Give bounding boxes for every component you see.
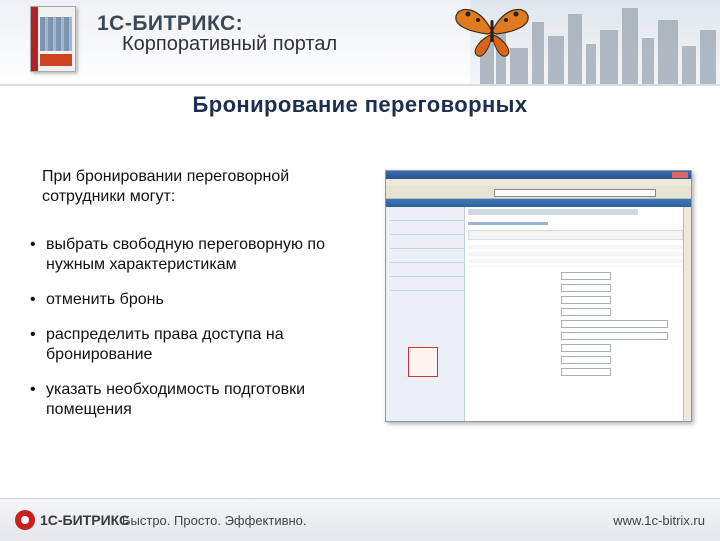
list-item: • указать необходимость подготовки помещения bbox=[30, 380, 380, 420]
intro-text: При бронировании переговорной сотрудники могут: bbox=[42, 168, 290, 205]
list-item: • распределить права доступа на бронирование bbox=[30, 325, 380, 365]
header-banner bbox=[0, 0, 720, 86]
bitrix-logo-icon bbox=[15, 510, 35, 530]
list-item: • отменить бронь bbox=[30, 290, 380, 310]
product-title: Корпоративный портал bbox=[122, 33, 338, 55]
slide-title: Бронирование переговорных bbox=[192, 92, 528, 117]
footer-brand: 1С-БИТРИКС bbox=[40, 512, 130, 528]
product-box-image bbox=[30, 6, 76, 72]
brand-title: 1С-БИТРИКС: bbox=[97, 12, 244, 35]
list-item: • выбрать свободную переговорную по нужным характеристикам bbox=[30, 235, 380, 275]
butterfly-image bbox=[452, 2, 532, 58]
header-divider bbox=[0, 84, 720, 86]
portal-screenshot-image bbox=[385, 170, 692, 422]
feature-list bbox=[30, 235, 380, 435]
footer-slogan: Быстро. Просто. Эффективно. bbox=[122, 513, 307, 528]
footer-bar bbox=[0, 498, 720, 541]
footer-url: www.1c-bitrix.ru bbox=[613, 513, 705, 528]
